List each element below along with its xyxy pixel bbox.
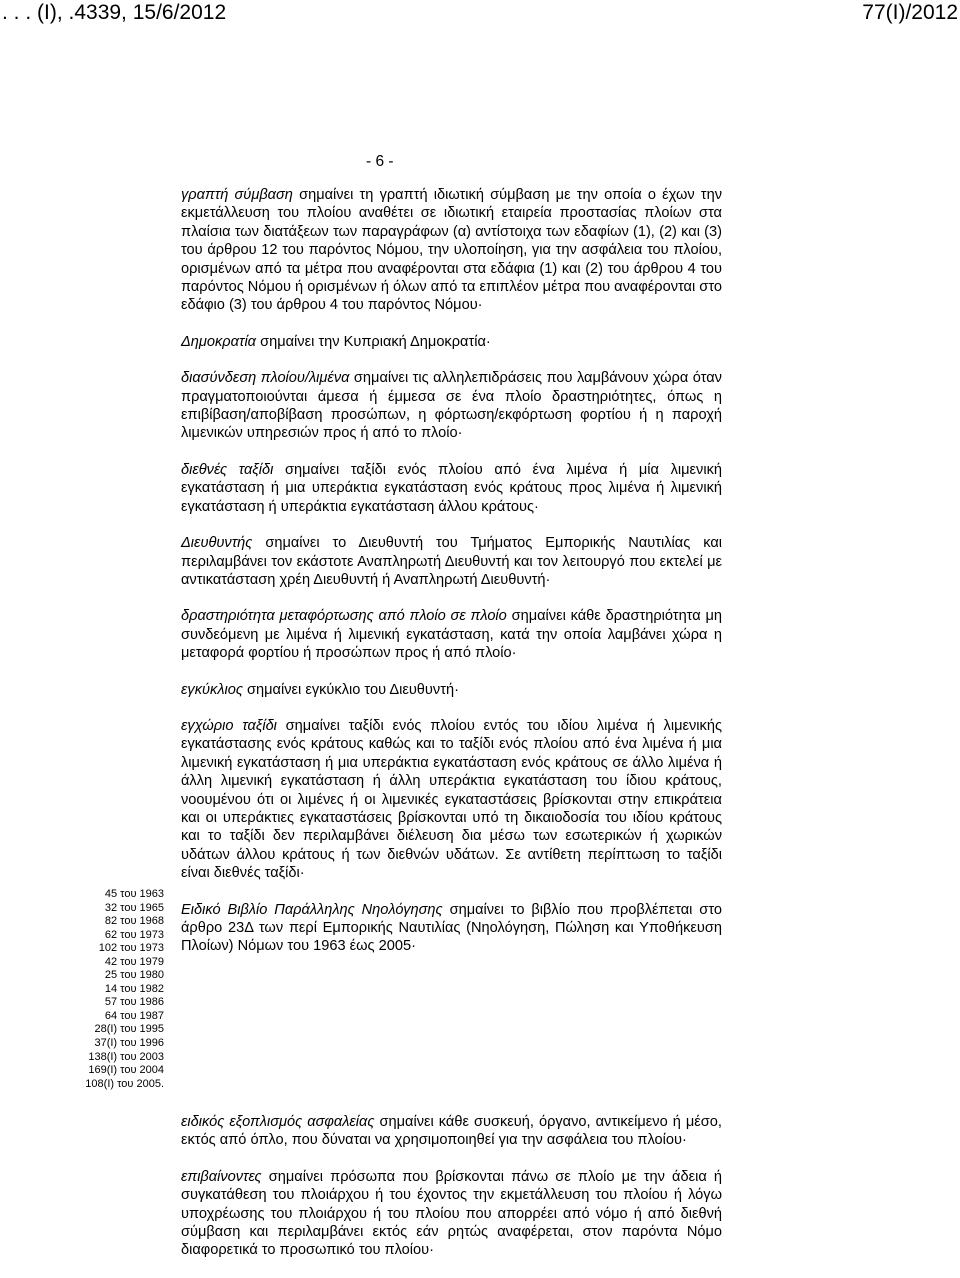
definition-paragraph — [181, 681, 722, 699]
definition-paragraph — [181, 186, 722, 315]
definition-paragraph — [181, 1168, 722, 1260]
margin-ref: 37(I) του 1996 — [94, 1037, 164, 1050]
definition-text: σημαίνει το βιβλίο που προβλέπεται στο άρθρο 23Δ των περί Εμπορικής Ναυτιλίας (Νηολόγηση, Πώληση και Υποθήκευση Πλοίων) Νόμων του 1963 έως 2005· — [181, 901, 722, 955]
tail-definitions-column — [181, 1113, 722, 1278]
margin-ref: 14 του 1982 — [104, 982, 164, 995]
definition-text: σημαίνει τις αλληλεπιδράσεις που λαμβάνουν χώρα όταν πραγματοποιούνται άμεσα ή έμμεσα σε ένα πλοίο δραστηριότητες, όπως η επιβίβαση/αποβίβαση προσώπων, η φόρτωση/εκφόρτωση φορτίου ή η παροχή λιμενικών υπηρεσιών προς ή από το πλοίο· — [181, 370, 722, 442]
definition-paragraph — [181, 1113, 722, 1150]
definition-term: γραπτή σύμβαση — [181, 187, 293, 203]
margin-ref: 32 του 1965 — [104, 901, 164, 914]
definition-paragraph — [181, 901, 722, 956]
margin-ref: 57 του 1986 — [104, 996, 164, 1009]
definition-text: σημαίνει κάθε συσκευή, όργανο, αντικείμενο ή μέσο, εκτός από όπλο, που δύναται να χρησιμοποιηθεί για την ασφάλεια του πλοίου· — [181, 1114, 722, 1149]
margin-ref: 28(I) του 1995 — [94, 1023, 164, 1036]
margin-ref: 82 του 1968 — [104, 915, 164, 928]
definitions-column — [181, 186, 722, 974]
definition-term: Διευθυντής — [181, 535, 253, 552]
definition-text: σημαίνει ταξίδι ενός πλοίου από ένα λιμένα ή μία λιμενική εγκατάσταση ή μια υπεράκτια εγκατάσταση ενός κράτους προς λιμένα ή λιμενική εγκατάσταση ή υπεράκτια εγκατάσταση άλλου κράτους· — [181, 461, 722, 515]
definition-text: σημαίνει την Κυπριακή Δημοκρατία· — [256, 333, 491, 350]
definition-term: εγκύκλιος — [181, 681, 243, 698]
definition-paragraph — [181, 461, 722, 516]
definition-text: σημαίνει τη γραπτή ιδιωτική σύμβαση με την οποία ο έχων την εκμετάλλευση του πλοίου αναθέτει σε ιδιωτική εταιρεία προστασίας πλοίων στα πλαίσια των διατάξεων των παραγράφων (α) αντίστοιχα των εδαφίων (1), (2) και (3) του άρθρου 12 του παρόντος Νόμου, την υλοποίηση, για την ασφάλεια του πλοίου, ορισμένων από τα μέτρα που αναφέρονται στα εδάφια (1) και (2) του άρθρου 4 του παρόντος Νόμου ή ορισμένων ή όλων από τα επιπλέον μέτρα που αναφέρονται στο εδάφιο (3) του άρθρου 4 του παρόντος Νόμου· — [181, 187, 722, 314]
definition-term: εγχώριο ταξίδι — [181, 717, 277, 734]
definition-term: δραστηριότητα μεταφόρτωσης από πλοίο σε πλοίο — [181, 608, 507, 625]
definition-paragraph — [181, 369, 722, 443]
definition-term: ειδικός εξοπλισμός ασφαλείας — [181, 1114, 375, 1130]
definition-paragraph — [181, 534, 722, 589]
definition-paragraph — [181, 607, 722, 662]
definition-text: σημαίνει πρόσωπα που βρίσκονται πάνω σε πλοίο με την άδεια ή συγκατάθεση του πλοιάρχου ή του έχοντος την εκμετάλλευση του πλοίου ή λόγω υποχρέωσης του πλοιάρχου ή του πλοίου που απορρέει από νόμο ή από διεθνή σύμβαση και περιλαμβάνει εκτός εάν ρητώς αναφέρεται, στον παρόντα Νόμο διαφορετικά το προσωπικό του πλοίου· — [181, 1168, 722, 1259]
definition-term: επιβαίνοντες — [181, 1168, 262, 1185]
margin-ref: 102 του 1973 — [98, 942, 164, 955]
definition-text: σημαίνει ταξίδι ενός πλοίου εντός του ιδίου λιμένα ή λιμενικής εγκατάστασης ενός κράτους καθώς και το ταξίδι ενός πλοίου από ένα λιμένα ή μια λιμενική εγκατάσταση ή μια υπεράκτια εγκατάσταση ενός κράτους σε άλλο λιμένα ή άλλη λιμενική εγκατάσταση ή άλλη υπεράκτια εγκατάσταση του ίδιου κράτους, νοουμένου ότι οι λιμένες ή οι λιμενικές εγκαταστάσεις βρίσκονται στην επικράτεια και οι υπεράκτιες εγκαταστάσεις βρίσκονται υπό τη δικαιοδοσία του ιδίου κράτους και το ταξίδι δεν περιλαμβάνει διέλευση δια μέσω των εσωτερικών ή χωρικών υδάτων άλλου κράτους ή των διεθνών υδάτων. Σε αντίθετη περίπτωση το ταξίδι είναι διεθνές ταξίδι· — [181, 717, 722, 882]
definition-term: Ειδικό Βιβλίο Παράλληλης Νηολόγησης — [181, 901, 443, 918]
margin-ref: 108(I) του 2005. — [85, 1077, 164, 1090]
definition-text: σημαίνει κάθε δραστηριότητα μη συνδεόμενη με λιμένα ή λιμενική εγκατάσταση, κατά την οποία λαμβάνει χώρα η μεταφορά φορτίου ή προσώπων προς ή από πλοίο· — [181, 608, 722, 662]
page-number: - 6 - — [366, 153, 394, 170]
margin-ref: 42 του 1979 — [104, 955, 164, 968]
definition-text: σημαίνει εγκύκλιο του Διευθυντή· — [242, 681, 459, 698]
margin-law-references — [40, 888, 164, 1091]
header-right: 77(Ι)/2012 — [862, 1, 958, 24]
margin-ref: 169(I) του 2004 — [88, 1064, 164, 1077]
margin-ref: 62 του 1973 — [104, 928, 164, 941]
margin-ref: 138(I) του 2003 — [88, 1050, 164, 1063]
definition-text: σημαίνει το Διευθυντή του Τμήματος Εμπορικής Ναυτιλίας και περιλαμβάνει τον εκάστοτε Αναπληρωτή Διευθυντή και τον λειτουργό που εκτελεί με αντικατάσταση χρέη Διευθυντή ή Αναπληρωτή Διευθυντή· — [181, 535, 722, 588]
header-left: . . . (Ι), .4339, 15/6/2012 — [2, 1, 227, 24]
definition-term: Δημοκρατία — [181, 333, 257, 350]
definition-term: διεθνές ταξίδι — [181, 461, 274, 478]
definition-paragraph — [181, 333, 722, 351]
margin-ref: 64 του 1987 — [104, 1009, 164, 1022]
margin-ref: 45 του 1963 — [104, 888, 164, 900]
definition-term: διασύνδεση πλοίου/λιμένα — [181, 370, 350, 387]
margin-ref: 25 του 1980 — [104, 969, 164, 982]
definition-paragraph — [181, 717, 722, 883]
